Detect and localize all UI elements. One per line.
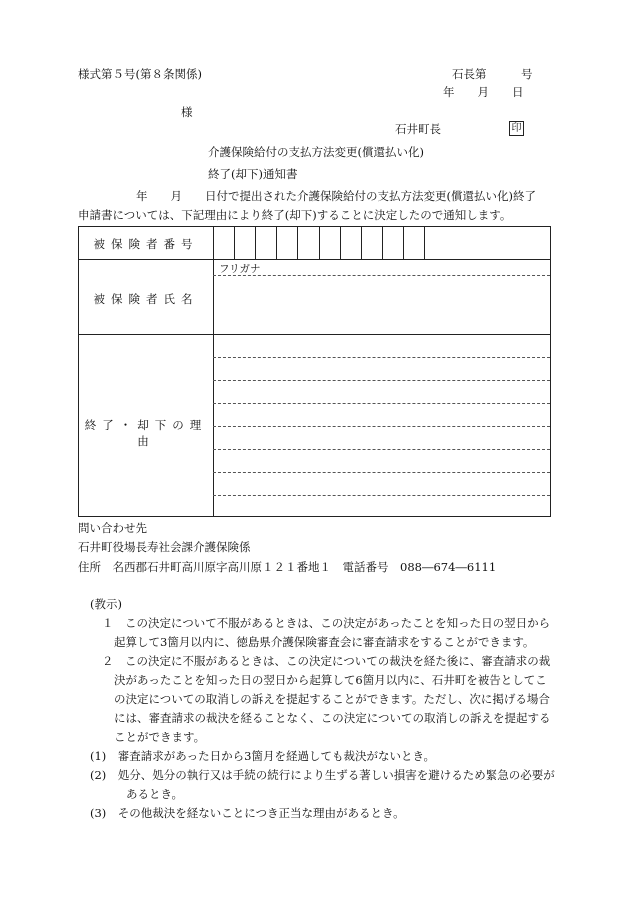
notice-sub-3: (3) その他裁決を経ないことにつき正当な理由があるとき。 [90,806,405,820]
insured-number-digit-box [340,227,341,259]
intro-line-2: 申請書については、下記理由により終了(却下)することに決定したので通知します。 [78,208,512,222]
issue-date: 年 月 日 [443,85,524,99]
contact-office: 石井町役場長寿社会課介護保険係 [78,540,251,554]
intro-line-1: 年 月 日付で提出された介護保険給付の支払方法変更(償還払い化)終了 [136,189,536,203]
contact-address: 住所 名西郡石井町高川原字高川原１２１番地１ 電話番号 088―674―6111 [78,560,497,574]
notice-item-2: ２ この決定に不服があるときは、この決定についての裁決を経た後に、審査請求の裁決があったことを知った日の翌日から起算して6箇月以内に、石井町を被告としてこの決定についての取消しの訴えを提起することができます。ただし、次に掲げる場合には、審査請求の裁決を経ることなく、この決定についての取消しの訴えを提起することができます。 [102,654,551,744]
notice-heading: (教示) [90,597,122,611]
insured-number-digit-box [213,227,214,259]
notice-sub-1: (1) 審査請求があった日から3箇月を経過しても裁決がないとき。 [90,749,436,763]
addressee-suffix: 様 [181,105,193,119]
contact-heading: 問い合わせ先 [78,521,147,535]
insured-number-digit-box [361,227,362,259]
issuer-name: 石井町長 [395,122,441,136]
reason-line [213,357,550,358]
title-line-1: 介護保険給付の支払方法変更(償還払い化) [208,145,424,159]
reason-line [213,426,550,427]
reason-line [213,449,550,450]
insured-number-digit-box [382,227,383,259]
seal-mark [509,120,524,136]
insured-number-digit-box [255,227,256,259]
row-divider [79,259,550,260]
reason-label: 終了・却下の理由 [84,418,208,448]
notice-item-1: １ この決定について不服があるときは、この決定があったことを知った日の翌日から起算して3箇月以内に、徳島県介護保険審査会に審査請求をすることができます。 [102,616,551,649]
title-line-2: 終了(却下)通知書 [208,167,298,181]
notice-sub-2: (2) 処分、処分の執行又は手続の続行により生ずる著しい損害を避けるため緊急の必要があるとき。 [90,768,555,801]
insured-number-digit-box [276,227,277,259]
reason-line [213,403,550,404]
insured-number-label: 被保険者番号 [93,237,199,251]
insured-number-digit-box [403,227,404,259]
insured-number-digit-box [424,227,425,259]
reason-line [213,472,550,473]
insured-number-digit-box [234,227,235,259]
reason-line [213,380,550,381]
insured-name-field[interactable] [215,277,550,332]
insured-name-label: 被保険者氏名 [93,292,199,306]
notification-table [78,226,551,517]
form-number: 様式第５号(第８条関係) [78,67,202,81]
seal-icon: 印 [509,121,524,136]
insured-number-digit-box [297,227,298,259]
reason-line [213,495,550,496]
insured-number-digit-box [319,227,320,259]
furigana-divider [213,275,550,276]
furigana-label: フリガナ [219,263,261,275]
document-number: 石長第 号 [452,67,533,81]
insured-number-boxes[interactable] [213,227,424,259]
